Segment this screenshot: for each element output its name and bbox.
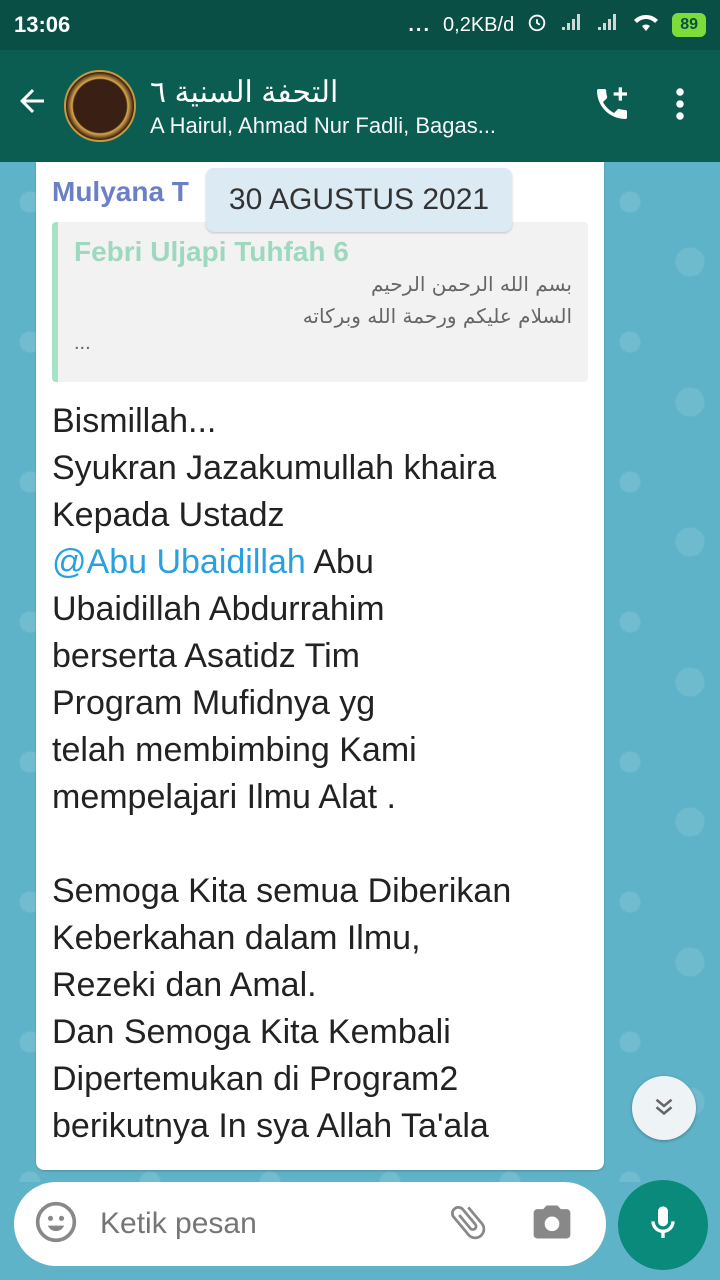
group-avatar[interactable]: [64, 70, 136, 142]
add-call-icon[interactable]: [592, 84, 632, 129]
network-speed: 0,2KB/d: [443, 13, 515, 36]
status-time: 13:06: [14, 12, 71, 37]
date-chip: 30 AGUSTUS 2021: [206, 168, 512, 232]
message-bubble[interactable]: [36, 162, 604, 1170]
quoted-sender: Febri Uljapi Tuhfah 6: [74, 236, 349, 267]
chat-participants: A Hairul, Ahmad Nur Fadli, Bagas...: [150, 113, 497, 138]
back-arrow-icon[interactable]: [14, 83, 58, 129]
message-text-start: Bismillah... Syukran Jazakumullah khaira Kepada Ustadz: [52, 402, 497, 534]
battery-indicator: 89: [672, 13, 706, 37]
signal-icon-2: [596, 12, 620, 38]
wifi-icon: [632, 11, 660, 39]
status-indicators: [408, 11, 706, 39]
camera-icon[interactable]: [530, 1200, 574, 1249]
message-input[interactable]: [98, 1206, 422, 1242]
chat-title-area[interactable]: [150, 73, 592, 139]
signal-icon: [560, 12, 584, 38]
quoted-line-1: بسم الله الرحمن الرحيم: [370, 272, 572, 296]
quoted-line-2: السلام عليكم ورحمة الله وبركاته: [302, 304, 572, 328]
microphone-icon: [643, 1203, 683, 1248]
chat-header: [0, 50, 720, 162]
scroll-down-button[interactable]: [632, 1076, 696, 1140]
more-notifications-icon: ...: [408, 13, 432, 36]
message-sender: Mulyana T: [52, 176, 189, 207]
alarm-icon: [526, 11, 548, 39]
chat-title: التحفة السنية ٦: [150, 76, 339, 109]
emoji-icon[interactable]: [34, 1200, 78, 1249]
message-text-rest: Abu Ubaidillah Abdurrahim berserta Asatidz Tim Program Mufidnya yg telah membimbing Kami mempelajari Ilmu Alat . Semoga Kita semua Diberikan Keberkahan dalam Ilmu, Rezeki dan Amal. Dan Semoga Kita Kembali Dipertemukan di Program2 berikutnya In sya Allah Ta'ala: [52, 543, 512, 1145]
attach-icon[interactable]: [446, 1200, 490, 1249]
more-options-icon[interactable]: [674, 86, 686, 127]
message-text: [52, 398, 588, 1150]
message-composer: [14, 1182, 606, 1266]
quoted-ellipsis: ...: [74, 332, 91, 354]
mention-link[interactable]: @Abu Ubaidillah: [52, 543, 306, 581]
voice-record-button[interactable]: [618, 1180, 708, 1270]
quoted-message[interactable]: [52, 222, 588, 382]
status-bar: [0, 0, 720, 50]
double-chevron-down-icon: [649, 1091, 679, 1126]
